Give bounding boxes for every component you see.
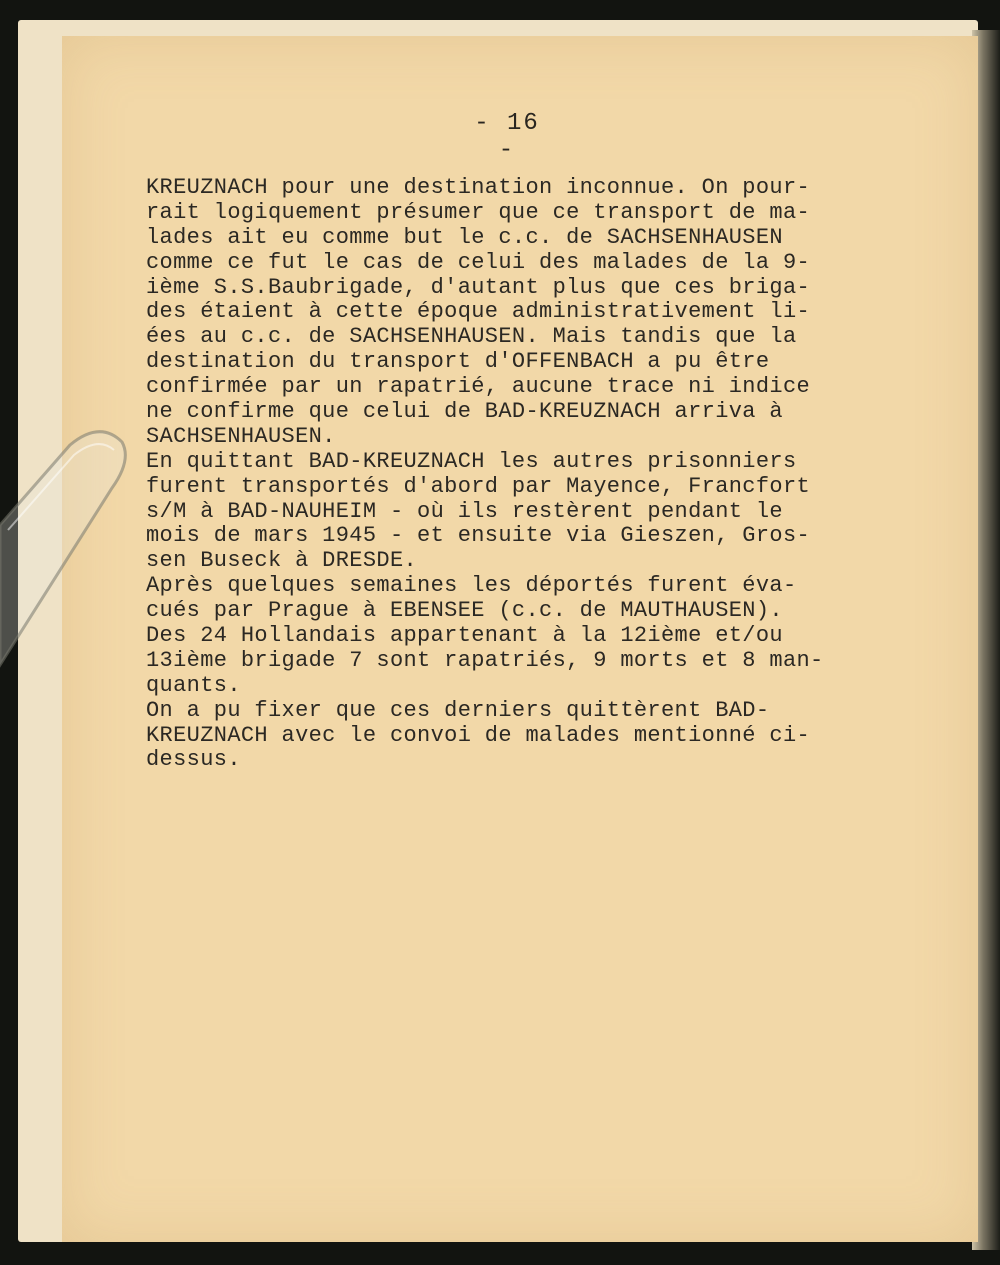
text-line: cués par Prague à EBENSEE (c.c. de MAUTHAUSEN). <box>146 598 783 624</box>
text-line: ième S.S.Baubrigade, d'autant plus que ces briga- <box>146 274 811 300</box>
text-line: Après quelques semaines les déportés furent éva- <box>146 573 797 599</box>
text-line: 13ième brigade 7 sont rapatriés, 9 morts et 8 man- <box>146 647 824 673</box>
text-line: furent transportés d'abord par Mayence, Francfort <box>146 473 811 499</box>
text-line: sen Buseck à DRESDE. <box>146 548 418 574</box>
text-line: rait logiquement présumer que ce transport de ma- <box>146 199 811 225</box>
text-line: SACHSENHAUSEN. <box>146 423 336 449</box>
text-line: dessus. <box>146 747 241 773</box>
text-line: KREUZNACH avec le convoi de malades mentionné ci- <box>146 722 811 748</box>
text-line: destination du transport d'OFFENBACH a pu être <box>146 349 770 375</box>
text-line: Des 24 Hollandais appartenant à la 12ième et/ou <box>146 623 783 649</box>
text-line: ées au c.c. de SACHSENHAUSEN. Mais tandis que la <box>146 324 797 350</box>
text-line: ne confirme que celui de BAD-KREUZNACH arriva à <box>146 399 783 425</box>
text-line: lades ait eu comme but le c.c. de SACHSENHAUSEN <box>146 224 783 250</box>
text-line: mois de mars 1945 - et ensuite via Gieszen, Gros- <box>146 523 811 549</box>
text-line: confirmée par un rapatrié, aucune trace ni indice <box>146 374 811 400</box>
text-line: des étaient à cette époque administrativement li- <box>146 299 811 325</box>
text-line: On a pu fixer que ces derniers quittèrent BAD- <box>146 697 770 723</box>
page-number: - 16 - <box>474 110 540 164</box>
text-line: quants. <box>146 672 241 698</box>
body-text <box>146 176 906 773</box>
text-line: En quittant BAD-KREUZNACH les autres prisonniers <box>146 448 797 474</box>
text-line: KREUZNACH pour une destination inconnue. On pour- <box>146 175 811 200</box>
text-line: comme ce fut le cas de celui des malades de la 9- <box>146 249 811 275</box>
text-line: s/M à BAD-NAUHEIM - où ils restèrent pendant le <box>146 498 783 524</box>
